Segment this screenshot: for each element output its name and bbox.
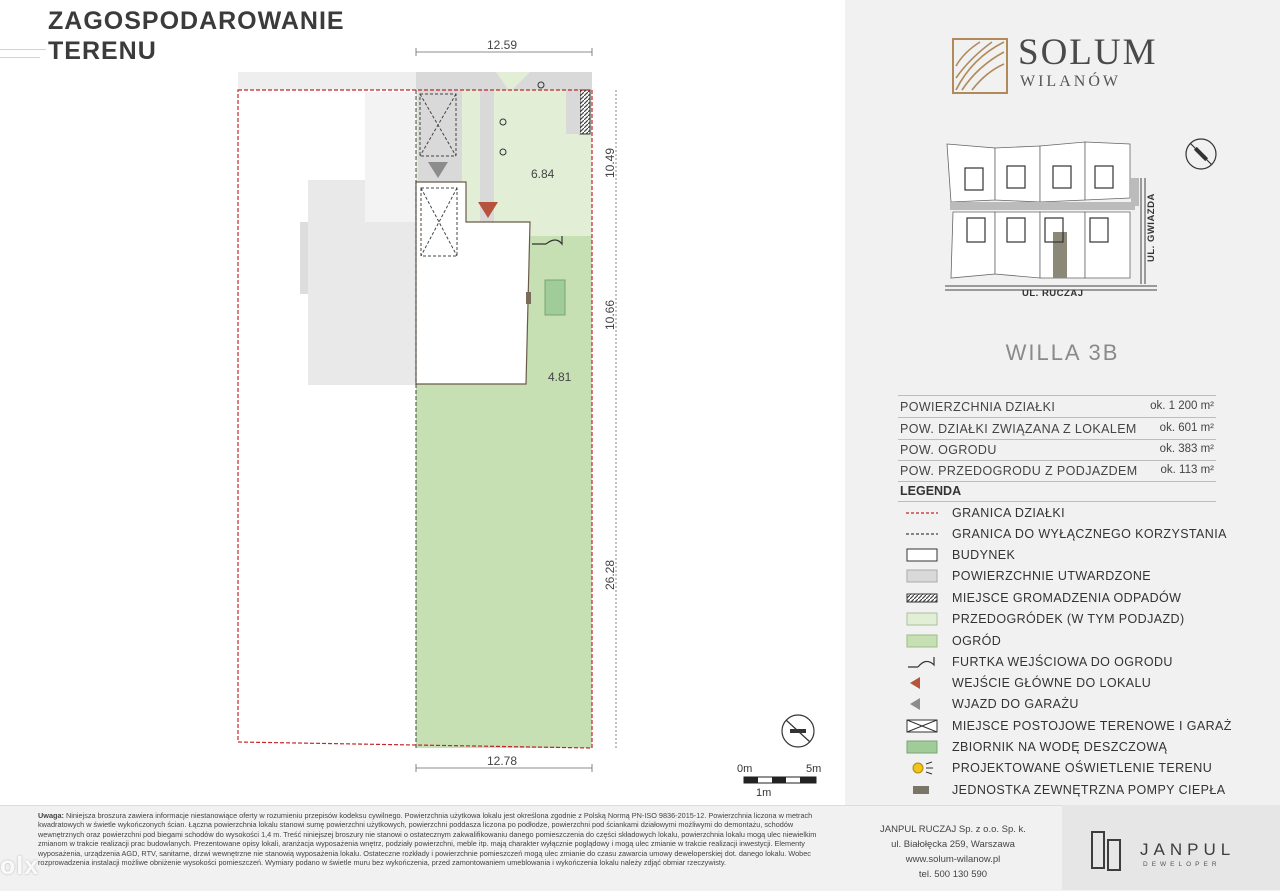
legend-item (906, 694, 1226, 715)
lamp-icon (906, 761, 938, 775)
developer-logo-word: JANPUL (1140, 840, 1236, 859)
legend-item (906, 716, 1232, 737)
dimension-bottom: 12.78 (487, 754, 518, 768)
solum-logo-icon (952, 38, 1008, 94)
title-line-2: TERENU (48, 37, 157, 65)
area-label: POW. OGRODU (900, 443, 997, 457)
legend-label: WJAZD DO GARAŻU (952, 697, 1079, 711)
area-label: POW. PRZEDOGRODU Z PODJAZDEM (900, 464, 1138, 478)
legend-label: FURTKA WEJŚCIOWA DO OGRODU (952, 655, 1173, 669)
plot-boundary-icon (906, 506, 938, 520)
dimension-inner-upper: 6.84 (531, 167, 555, 181)
waste-area-icon (906, 591, 938, 605)
legend-label: POWIERZCHNIE UTWARDZONE (952, 569, 1152, 583)
company-address: ul. Białołęcka 259, Warszawa (891, 839, 1015, 850)
legend-label: JEDNOSTKA ZEWNĘTRZNA POMPY CIEPŁA (952, 783, 1226, 797)
dimension-top: 12.59 (487, 38, 518, 52)
dimension-right-top: 10.49 (603, 147, 617, 178)
street-label-ruczaj: UL. RUCZAJ (1022, 288, 1084, 299)
legend-label: PRZEDOGRÓDEK (W TYM PODJAZD) (952, 612, 1185, 626)
legend-label: MIEJSCE POSTOJOWE TERENOWE I GARAŻ (952, 719, 1232, 733)
scale-bar (744, 777, 816, 783)
rain-tank-icon (906, 740, 938, 754)
legend-item (906, 524, 1226, 545)
area-label: POWIERZCHNIA DZIAŁKI (900, 400, 1056, 414)
legend-item (906, 631, 1226, 652)
area-row (898, 460, 1216, 482)
legend-item (906, 652, 1226, 673)
heat-pump-unit (526, 292, 531, 304)
area-value: ok. 383 m² (1159, 443, 1214, 455)
dimension-right-middle: 10.66 (603, 299, 617, 330)
heat-pump-icon (906, 783, 938, 797)
unit-name: WILLA 3B (1005, 340, 1120, 365)
legend-item (906, 588, 1226, 609)
legend-label: MIEJSCE GROMADZENIA ODPADÓW (952, 591, 1182, 605)
area-row (898, 396, 1216, 418)
garden-icon (906, 634, 938, 648)
legend-item (906, 609, 1226, 630)
paved-surface-icon (906, 569, 938, 583)
legend-heading: LEGENDA (900, 484, 962, 498)
rain-tank (545, 280, 565, 315)
area-value: ok. 601 m² (1159, 422, 1214, 434)
legend-label: GRANICA DO WYŁĄCZNEGO KORZYSTANIA (952, 527, 1227, 541)
legend-rule (898, 501, 1216, 502)
parking-space-icon (906, 719, 938, 733)
company-phone: tel. 500 130 590 (918, 869, 988, 880)
legend-item (906, 673, 1226, 694)
disclaimer (38, 811, 830, 867)
legend-label: WEJŚCIE GŁÓWNE DO LOKALU (952, 676, 1152, 690)
watermark: olx (0, 852, 40, 880)
north-arrow-icon (1183, 136, 1219, 172)
waste-area-paving (566, 90, 580, 134)
street-label-gwiazda: UL. GWIAZDA (1146, 193, 1157, 262)
legend-label: BUDYNEK (952, 548, 1016, 562)
company-name: JANPUL RUCZAJ Sp. z o.o. Sp. k. (880, 824, 1026, 835)
brand-logo-sub: WILANÓW (1020, 73, 1121, 90)
developer-logo-sub: DEWELOPER (1143, 861, 1221, 868)
company-website-link[interactable]: www.solum-wilanow.pl (905, 854, 1001, 865)
legend-item (906, 737, 1226, 758)
area-value: ok. 113 m² (1160, 464, 1214, 476)
legend-item (906, 503, 1226, 524)
legend-label: OGRÓD (952, 634, 1002, 648)
company-info (858, 822, 1048, 882)
legend-label: GRANICA DZIAŁKI (952, 506, 1065, 520)
legend-item (906, 545, 1226, 566)
title-line-1: ZAGOSPODAROWANIE (48, 7, 345, 35)
waste-area (580, 90, 590, 134)
janpul-logo-icon (1090, 830, 1132, 872)
front-garden-icon (906, 612, 938, 626)
garden-gate-icon (906, 655, 938, 669)
main-entrance-arrow-icon (906, 676, 938, 690)
north-arrow-icon (782, 715, 814, 747)
scale-end-label: 5m (806, 763, 822, 775)
building-icon (906, 548, 938, 562)
disclaimer-label: Uwaga: (38, 811, 64, 820)
scale-start-label: 0m (737, 763, 753, 775)
disclaimer-text: Niniejsza broszura zawiera informacje niestanowiące oferty w rozumieniu przepisów kodeksu cywilnego. Powierzchnia użytkowa lokalu jest określona zgodnie z Polską Normą PN-ISO 9836-2015-12. Powierzchnia liczona w metrach kwadratowych w świetle wykończonych ścian. Łączna powierzchnia lokalu stanowi sumę powierzchni użytkowych, powierzchni poddasza liczona po podłodze, powierzchni pod ściankami działowymi możliwymi do demontażu, schodów wewnętrznych oraz powierzchni pod biegami schodów do wysokości 1,4 m. Treść niniejszej broszury nie stanowi o ostatecznym zakwalifikowaniu danego pomieszczenia do części składowych lokalu, powierzchnia lokalu mogą ulec niewielkim zmianom w trakcie realizacji prac budowlanych. Prezentowane opisy lokali, aranżacja wyposażenia wnętrz, podziały powierzchni, meble itp. mają charakter wyłącznie poglądowy i mogą ulec zmianie w trakcie realizacji inwestycji. Elementy wyposażenia, urządzenia AGD, RTV, sanitarne, drzwi wewnętrzne nie stanowią wyposażenia lokalu. Ostateczne rozkłady i powierzchnie pomieszczeń mogą ulec zmianie do czasu zawarcia umowy deweloperskiej dot. danego lokalu. Wobec rozprowadzenia instalacji możliwe obniżenie wysokości pomieszczeń. Wymiary podano w świetle muru bez wykończenia, przed zamontowaniem umeblowania i wykończenia lokalu należy zdjąć obmiar rzeczywisty. (38, 811, 817, 868)
area-value: ok. 1 200 m² (1150, 400, 1214, 412)
location-site-map (945, 138, 1165, 298)
garage-entry-arrow-icon (906, 697, 938, 711)
brand-logo-word: SOLUM (1018, 32, 1158, 73)
area-row (898, 439, 1216, 461)
dimension-right-bottom: 26.28 (603, 559, 617, 590)
dimension-inner-lower: 4.81 (548, 370, 572, 384)
area-label: POW. DZIAŁKI ZWIĄZANA Z LOKALEM (900, 422, 1137, 436)
selected-plot (1053, 232, 1067, 278)
area-row (898, 418, 1216, 440)
neighbour-area (238, 72, 418, 385)
legend-label: PROJEKTOWANE OŚWIETLENIE TERENU (952, 761, 1213, 775)
scale-unit-label: 1m (756, 787, 772, 799)
exclusive-boundary-icon (906, 527, 938, 541)
legend-item (906, 780, 1226, 801)
legend-item (906, 566, 1226, 587)
legend-label: ZBIORNIK NA WODĘ DESZCZOWĄ (952, 740, 1168, 754)
legend-item (906, 758, 1226, 779)
